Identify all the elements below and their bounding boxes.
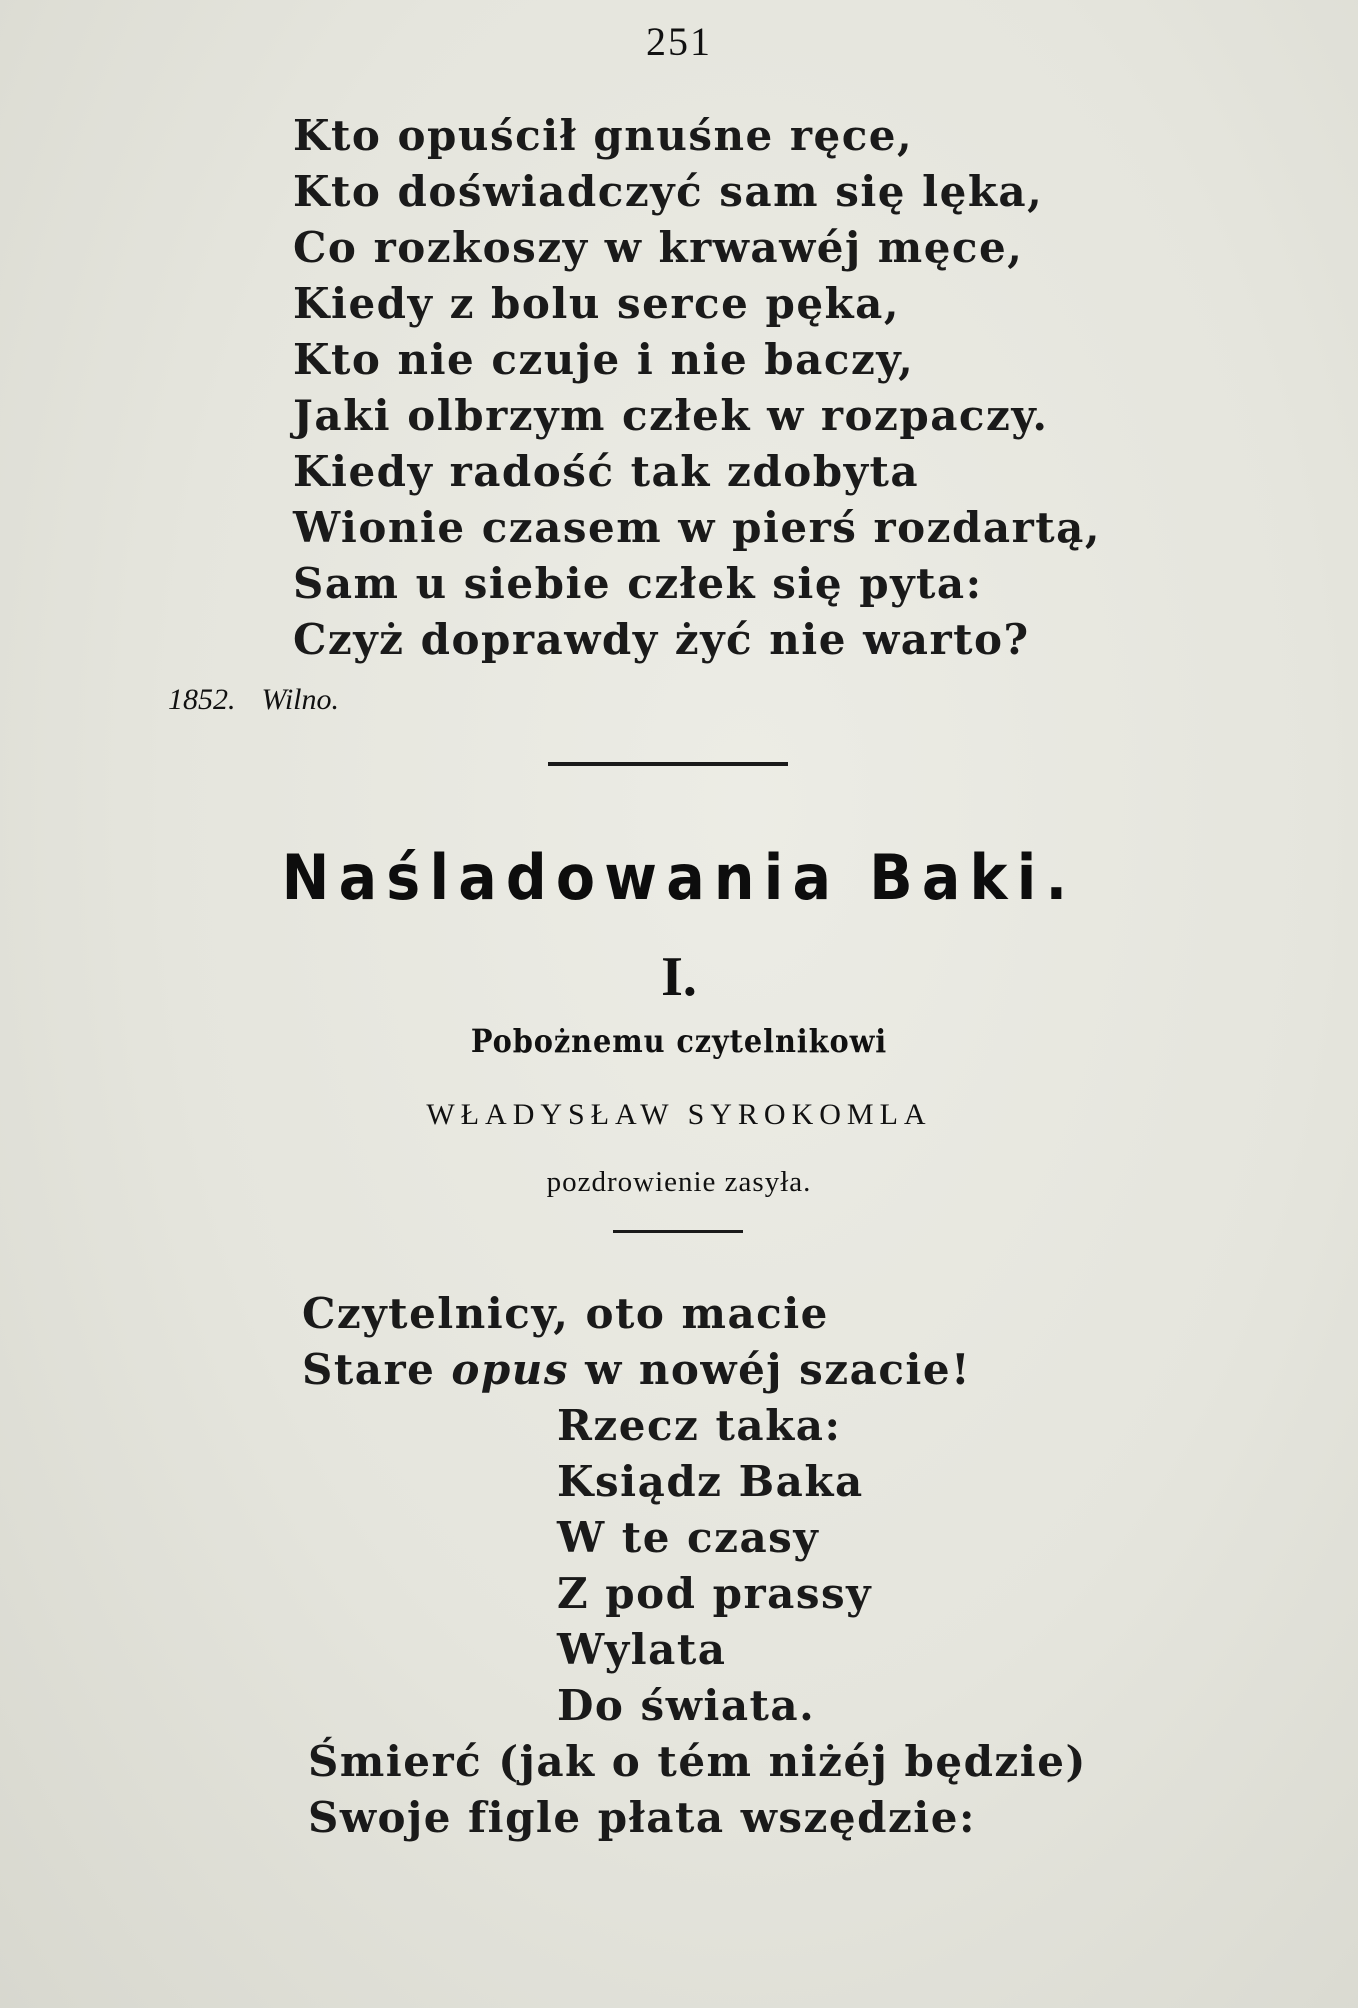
poem-line: Swoje figle płata wszędzie: (308, 1793, 976, 1842)
page-number: 251 (646, 19, 712, 64)
poem-line: Czytelnicy, oto macie (302, 1289, 829, 1338)
poem-line: Kiedy z bolu serce pęka, (293, 279, 900, 328)
poem-text: w nowéj szacie! (568, 1345, 972, 1394)
poem-line: Kto doświadczyć sam się lęka, (293, 167, 1044, 216)
poem-line: Sam u siebie człek się pyta: (293, 559, 983, 608)
poem-dateline (168, 683, 365, 717)
section-title: Naśladowania Baki. (281, 841, 1077, 914)
author-name: WŁADYSŁAW SYROKOMLA (426, 1098, 932, 1131)
poem-line: Kiedy radość tak zdobyta (293, 447, 920, 496)
dedication-divider (613, 1230, 743, 1233)
poem-line: Kto nie czuje i nie baczy, (293, 335, 915, 384)
poem-line: Jaki olbrzym człek w rozpaczy. (293, 391, 1049, 440)
poem-line: Czyż doprawdy żyć nie warto? (293, 615, 1030, 664)
section-numeral: I. (661, 946, 697, 1008)
poem-place: Wilno. (261, 683, 340, 716)
section-divider (548, 762, 788, 766)
poem-line-with-italic (302, 1342, 1087, 1398)
greeting-line: pozdrowienie zasyła. (546, 1166, 812, 1198)
poem-short-line: Z pod prassy (557, 1569, 873, 1618)
poem-end-stanza (293, 108, 1101, 668)
poem-text: Stare (302, 1345, 452, 1394)
poem-short-line: Do świata. (557, 1681, 816, 1730)
poem-short-line: Ksiądz Baka (557, 1457, 864, 1506)
poem-short-line: Wylata (557, 1625, 727, 1674)
poem-line: Kto opuścił gnuśne ręce, (293, 111, 914, 160)
poem-line: Co rozkoszy w krwawéj męce, (293, 223, 1024, 272)
poem-year: 1852. (168, 683, 236, 716)
poem-line: Śmierć (jak o tém niżéj będzie) (308, 1737, 1087, 1786)
poem-stanza (302, 1286, 1087, 1846)
poem-italic-word: opus (451, 1345, 569, 1394)
dedication-line: Pobożnemu czytelnikowi (470, 1022, 888, 1060)
poem-line: Wionie czasem w pierś rozdartą, (293, 503, 1101, 552)
poem-short-line: W te czasy (557, 1513, 820, 1562)
poem-short-line: Rzecz taka: (557, 1401, 842, 1450)
